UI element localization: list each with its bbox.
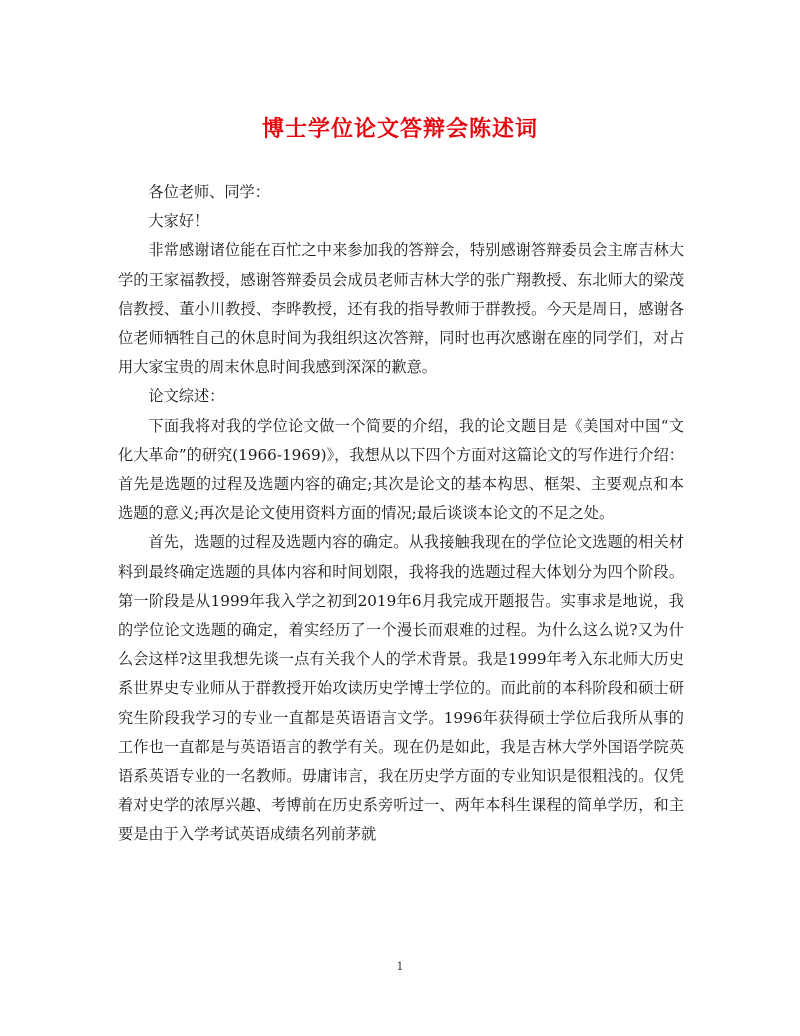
paragraph-hello: 大家好！ — [148, 212, 210, 231]
paragraph-overview-heading: 论文综述： — [148, 387, 225, 406]
document-title: 博士学位论文答辩会陈述词 — [261, 116, 538, 142]
document-body — [118, 178, 684, 850]
page-number: 1 — [396, 960, 404, 973]
paragraph-overview: 下面我将对我的学位论文做一个简要的介绍，我的论文题目是《美国对中国“文化大革命”的研究(1966-1969)》，我想从以下四个方面对这篇论文的写作进行介绍：首先是选题的过程及选题内容的确定;其次是论文的基本构思、框架、主要观点和本选题的意义;再次是论文使用资料方面的情况;最后谈谈本论文的不足之处。 — [118, 416, 684, 523]
paragraph-thanks: 非常感谢诸位能在百忙之中来参加我的答辩会，特别感谢答辩委员会主席吉林大学的王家福教授，感谢答辩委员会成员老师吉林大学的张广翔教授、东北师大的梁茂信教授、董小川教授、李晔教授，还有我的指导教师于群教授。今天是周日，感谢各位老师牺牲自己的休息时间为我组织这次答辩，同时也再次感谢在座的同学们，对占用大家宝贵的周末休息时间我感到深深的歉意。 — [118, 241, 684, 377]
paragraph-greeting: 各位老师、同学： — [148, 183, 270, 201]
paragraph-topic-selection: 首先，选题的过程及选题内容的确定。从我接触我现在的学位论文选题的相关材料到最终确定选题的具体内容和时间划限，我将我的选题过程大体划分为四个阶段。第一阶段是从1999年我入学之初到2019年6月我完成开题报告。实事求是地说，我的学位论文选题的确定，着实经历了一个漫长而艰难的过程。为什么这么说?又为什么会这样?这里我想先谈一点有关我个人的学术背景。我是1999年考入东北师大历史系世界史专业师从于群教授开始攻读历史学博士学位的。而此前的本科阶段和硕士研究生阶段我学习的专业一直都是英语语言文学。1996年获得硕士学位后我所从事的工作也一直都是与英语语言的教学有关。现在仍是如此，我是吉林大学外国语学院英语系英语专业的一名教师。毋庸讳言，我在历史学方面的专业知识是很粗浅的。仅凭着对史学的浓厚兴趣、考博前在历史系旁听过一、两年本科生课程的简单学历，和主要是由于入学考试英语成绩名列前茅就 — [118, 533, 684, 844]
